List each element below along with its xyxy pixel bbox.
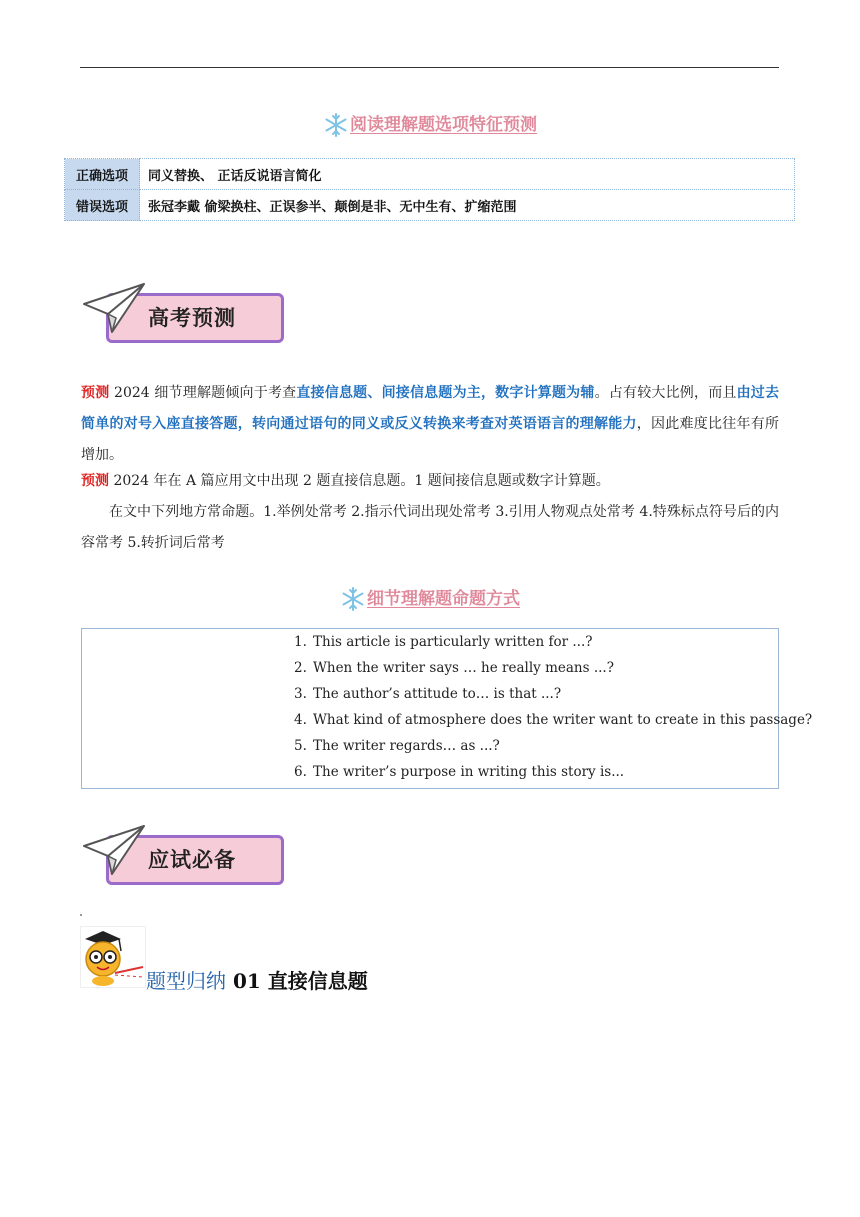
graduate-mascot-icon [80, 926, 146, 988]
item-number: 4. [294, 712, 307, 728]
common-points-paragraph: 在文中下列地方常命题。1.举例处常考 2.指示代词出现处常考 3.引用人物观点处常考 4.特殊标点符号后的内容常考 5.转折词后常考 [81, 504, 779, 551]
divider-dot [80, 914, 82, 916]
section-title-features [0, 110, 860, 138]
paragraph-text: 2024 年在 A 篇应用文中出现 2 题直接信息题。1 题间接信息题或数字计算题。 [109, 473, 610, 489]
prediction-tag: 预测 [81, 473, 109, 489]
prediction-tag: 预测 [81, 385, 110, 401]
question-type-heading [146, 965, 368, 994]
list-item [294, 707, 812, 733]
paragraph-text: ，因此难度比往年有所增加。 [81, 416, 779, 463]
header-rule [80, 67, 779, 68]
section-title-text: 阅读理解题选项特征预测 [350, 115, 537, 135]
paragraph-text: 2024 细节理解题倾向于考查 [109, 385, 297, 401]
row-header: 正确选项 [65, 159, 140, 190]
banner-exam-essentials [82, 822, 292, 892]
paper-plane-icon [82, 280, 152, 340]
prediction-paragraph-2 [81, 466, 779, 497]
item-text: The writer’s purpose in writing this story is... [313, 764, 625, 780]
item-number: 5. [294, 738, 307, 754]
question-list [294, 629, 812, 785]
snowflake-icon [340, 586, 366, 612]
heading-label: 题型归纳 [146, 969, 226, 993]
heading-text: 01 直接信息题 [226, 969, 368, 993]
table-row [65, 190, 795, 221]
highlight-text: 直接信息题、间接信息题为主，数字计算题为辅 [296, 385, 595, 401]
prediction-paragraph-1 [81, 378, 779, 471]
banner-gaokao-prediction [82, 280, 292, 350]
list-item [294, 655, 812, 681]
row-value: 张冠李戴 偷梁换柱、正误参半、颠倒是非、无中生有、扩缩范围 [140, 190, 795, 221]
item-text: When the writer says … he really means ...? [313, 660, 614, 676]
row-value: 同义替换、 正话反说语言简化 [140, 159, 795, 190]
item-number: 2. [294, 660, 307, 676]
banner-title: 高考预测 [148, 306, 236, 330]
option-feature-table [64, 158, 795, 221]
snowflake-icon [323, 112, 349, 138]
list-item [294, 629, 812, 655]
item-text: The writer regards… as ...? [313, 738, 500, 754]
item-number: 6. [294, 764, 307, 780]
table-row [65, 159, 795, 190]
paper-plane-icon [82, 822, 152, 882]
list-item [294, 759, 812, 785]
item-number: 1. [294, 634, 307, 650]
highlight-text: 由过去简单的对号入座直接答题，转向通过语句的同义或反义转换来考查对英语语言的理解能力 [81, 385, 780, 432]
item-text: The author’s attitude to… is that ...? [313, 686, 562, 702]
item-text: What kind of atmosphere does the writer want to create in this passage? [313, 712, 813, 728]
row-header: 错误选项 [65, 190, 140, 221]
paragraph-text: 。占有较大比例，而且 [594, 385, 737, 401]
section-title-question-types [0, 584, 860, 612]
question-patterns-box [81, 628, 813, 789]
item-text: This article is particularly written for ...? [313, 634, 593, 650]
banner-title: 应试必备 [148, 848, 236, 872]
list-item [294, 733, 812, 759]
list-item [294, 681, 812, 707]
section-title-text: 细节理解题命题方式 [367, 589, 520, 609]
item-number: 3. [294, 686, 307, 702]
